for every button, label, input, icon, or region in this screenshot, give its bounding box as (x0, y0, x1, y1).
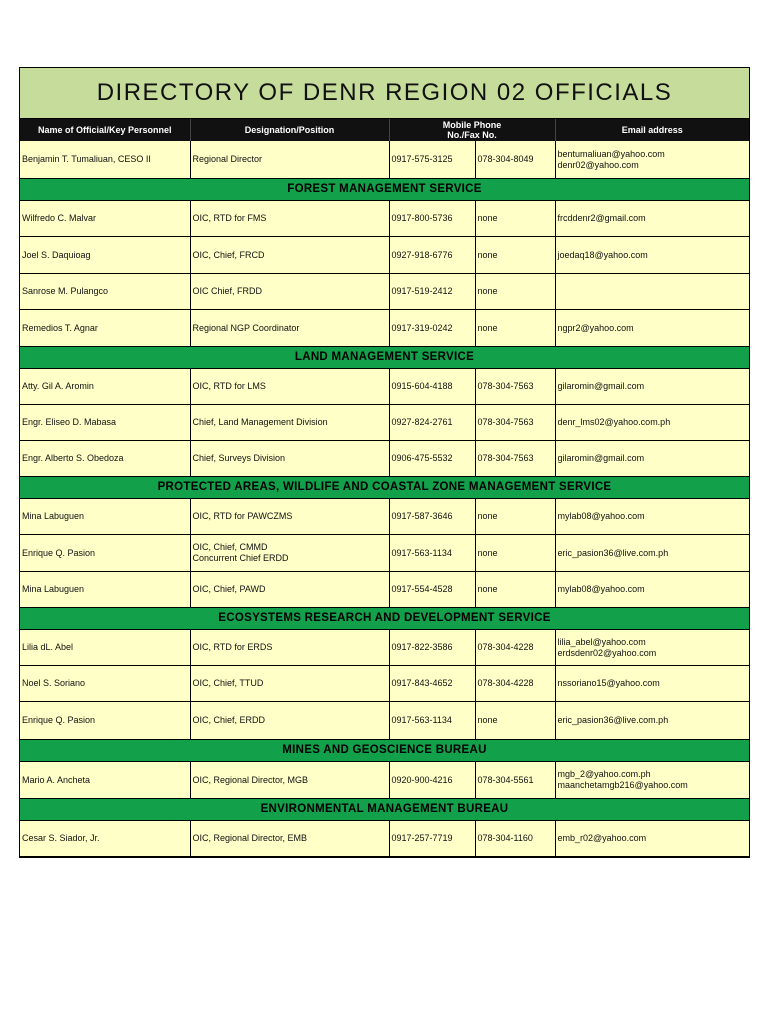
email-address[interactable]: mylab08@yahoo.com (557, 511, 645, 521)
email-cell (555, 499, 749, 535)
email-address[interactable]: eric_pasion36@live.com.ph (557, 715, 669, 725)
section-header-row (20, 740, 749, 762)
table-row (20, 141, 749, 179)
fax-number: 078-304-4228 (475, 666, 555, 702)
header-mobile-line2: No./Fax No. (447, 130, 497, 140)
section-title: MINES AND GEOSCIENCE BUREAU (20, 740, 749, 762)
table-row (20, 702, 749, 740)
fax-number: 078-304-1160 (475, 821, 555, 857)
official-name: Joel S. Daquioag (20, 237, 190, 274)
table-row (20, 762, 749, 799)
email-address-secondary[interactable]: denr02@yahoo.com (557, 159, 639, 170)
header-email: Email address (555, 119, 749, 141)
email-address-secondary[interactable]: erdsdenr02@yahoo.com (557, 647, 657, 658)
designation: OIC, RTD for FMS (192, 213, 267, 223)
email-cell (555, 702, 749, 740)
fax-number: 078-304-7563 (475, 441, 555, 477)
table-row (20, 499, 749, 535)
mobile-number: 0917-563-1134 (389, 535, 475, 572)
email-address[interactable]: joedaq18@yahoo.com (557, 249, 648, 260)
mobile-number: 0917-822-3586 (389, 630, 475, 666)
designation: OIC, RTD for PAWCZMS (192, 511, 293, 521)
fax-number: none (475, 499, 555, 535)
designation-cell (190, 441, 389, 477)
table-row (20, 666, 749, 702)
fax-number: none (475, 535, 555, 572)
official-name: Noel S. Soriano (20, 666, 190, 702)
fax-number: 078-304-7563 (475, 405, 555, 441)
fax-number: 078-304-5561 (475, 762, 555, 799)
fax-number: 078-304-8049 (475, 141, 555, 179)
designation: OIC Chief, FRDD (192, 286, 263, 296)
mobile-number: 0927-824-2761 (389, 405, 475, 441)
email-address[interactable]: denr_lms02@yahoo.com.ph (557, 417, 671, 427)
section-title: FOREST MANAGEMENT SERVICE (20, 179, 749, 201)
official-name: Enrique Q. Pasion (20, 535, 190, 572)
mobile-number: 0917-587-3646 (389, 499, 475, 535)
official-name: Mario A. Ancheta (20, 762, 190, 799)
official-name: Engr. Eliseo D. Mabasa (20, 405, 190, 441)
designation-cell (190, 369, 389, 405)
fax-number: none (475, 572, 555, 608)
designation: OIC, Chief, TTUD (192, 678, 264, 688)
header-mobile-line1: Mobile Phone (442, 120, 502, 130)
official-name: Mina Labuguen (20, 572, 190, 608)
table-row (20, 310, 749, 347)
designation: OIC, RTD for ERDS (192, 642, 273, 652)
official-name: Cesar S. Siador, Jr. (20, 821, 190, 857)
fax-number: none (475, 310, 555, 347)
email-cell (555, 141, 749, 179)
email-cell (555, 405, 749, 441)
official-name: Atty. Gil A. Aromin (20, 369, 190, 405)
official-name: Sanrose M. Pulangco (20, 274, 190, 310)
email-address[interactable]: mgb_2@yahoo.com.ph (557, 769, 651, 779)
designation-cell (190, 201, 389, 237)
email-address[interactable]: gilaromin@gmail.com (557, 453, 645, 463)
email-address[interactable]: bentumaliuan@yahoo.com (557, 148, 665, 159)
designation-cell (190, 762, 389, 799)
section-title: LAND MANAGEMENT SERVICE (20, 347, 749, 369)
email-address-secondary[interactable]: maanchetamgb216@yahoo.com (557, 780, 688, 790)
email-cell (555, 310, 749, 347)
section-title: ENVIRONMENTAL MANAGEMENT BUREAU (20, 799, 749, 821)
fax-number: none (475, 201, 555, 237)
designation: OIC, Chief, CMMD (192, 542, 268, 552)
official-name: Benjamin T. Tumaliuan, CESO II (20, 141, 190, 179)
official-name: Remedios T. Agnar (20, 310, 190, 347)
designation: OIC, Chief, ERDD (192, 715, 266, 725)
mobile-number: 0906-475-5532 (389, 441, 475, 477)
email-cell (555, 630, 749, 666)
designation: OIC, Regional Director, EMB (192, 833, 308, 843)
table-row (20, 201, 749, 237)
mobile-number: 0917-575-3125 (389, 141, 475, 179)
section-header-row (20, 347, 749, 369)
page-title: DIRECTORY OF DENR REGION 02 OFFICIALS (20, 68, 749, 119)
mobile-number: 0917-843-4652 (389, 666, 475, 702)
table-row (20, 630, 749, 666)
designation-cell (190, 405, 389, 441)
table-row (20, 535, 749, 572)
email-cell (555, 201, 749, 237)
designation: OIC, RTD for LMS (192, 381, 266, 391)
directory-table (20, 119, 749, 857)
designation-cell (190, 702, 389, 740)
designation-cell (190, 310, 389, 347)
designation-cell (190, 499, 389, 535)
designation-secondary: Concurrent Chief ERDD (192, 553, 289, 563)
email-address[interactable]: mylab08@yahoo.com (557, 584, 645, 594)
mobile-number: 0917-319-0242 (389, 310, 475, 347)
designation: Chief, Land Management Division (192, 417, 328, 427)
mobile-number: 0927-918-6776 (389, 237, 475, 274)
table-row (20, 237, 749, 274)
official-name: Mina Labuguen (20, 499, 190, 535)
designation: Regional Director (190, 141, 389, 179)
designation: OIC, Regional Director, MGB (192, 774, 309, 785)
designation: OIC, Chief, PAWD (192, 584, 266, 594)
table-row (20, 441, 749, 477)
email-cell (555, 274, 749, 310)
table-row (20, 405, 749, 441)
section-title: ECOSYSTEMS RESEARCH AND DEVELOPMENT SERVICE (20, 608, 749, 630)
email-cell (555, 535, 749, 572)
designation-cell (190, 666, 389, 702)
email-cell (555, 369, 749, 405)
designation-cell (190, 572, 389, 608)
official-name: Enrique Q. Pasion (20, 702, 190, 740)
designation-cell (190, 535, 389, 572)
email-cell (555, 441, 749, 477)
email-address[interactable]: eric_pasion36@live.com.ph (557, 547, 669, 558)
designation-cell (190, 630, 389, 666)
table-row (20, 274, 749, 310)
header-mobile (389, 119, 555, 141)
mobile-number: 0917-519-2412 (389, 274, 475, 310)
email-address[interactable]: gilaromin@gmail.com (557, 381, 645, 391)
mobile-number: 0917-257-7719 (389, 821, 475, 857)
section-header-row (20, 179, 749, 201)
official-name: Lilia dL. Abel (20, 630, 190, 666)
email-cell (555, 237, 749, 274)
designation-cell (190, 821, 389, 857)
header-designation: Designation/Position (190, 119, 389, 141)
section-header-row (20, 477, 749, 499)
email-cell (555, 572, 749, 608)
email-address[interactable]: nssoriano15@yahoo.com (557, 678, 660, 688)
fax-number: none (475, 237, 555, 274)
table-row (20, 821, 749, 857)
email-cell (555, 821, 749, 857)
mobile-number: 0917-563-1134 (389, 702, 475, 740)
designation: Regional NGP Coordinator (192, 322, 300, 333)
table-row (20, 572, 749, 608)
header-row (20, 119, 749, 141)
designation-cell (190, 274, 389, 310)
email-address[interactable]: ngpr2@yahoo.com (557, 322, 634, 333)
mobile-number: 0915-604-4188 (389, 369, 475, 405)
designation: Chief, Surveys Division (192, 453, 286, 463)
mobile-number: 0917-800-5736 (389, 201, 475, 237)
section-header-row (20, 608, 749, 630)
mobile-number: 0917-554-4528 (389, 572, 475, 608)
official-name: Wilfredo C. Malvar (20, 201, 190, 237)
fax-number: none (475, 702, 555, 740)
section-header-row (20, 799, 749, 821)
email-address[interactable]: emb_r02@yahoo.com (557, 833, 647, 843)
mobile-number: 0920-900-4216 (389, 762, 475, 799)
email-address[interactable]: frcddenr2@gmail.com (557, 213, 646, 223)
email-cell (555, 762, 749, 799)
designation: OIC, Chief, FRCD (192, 249, 265, 260)
header-name: Name of Official/Key Personnel (20, 119, 190, 141)
official-name: Engr. Alberto S. Obedoza (20, 441, 190, 477)
fax-number: none (475, 274, 555, 310)
email-address[interactable]: lilia_abel@yahoo.com (557, 636, 646, 647)
fax-number: 078-304-4228 (475, 630, 555, 666)
email-cell (555, 666, 749, 702)
table-row (20, 369, 749, 405)
designation-cell (190, 237, 389, 274)
section-title: PROTECTED AREAS, WILDLIFE AND COASTAL ZONE MANAGEMENT SERVICE (20, 477, 749, 499)
fax-number: 078-304-7563 (475, 369, 555, 405)
directory-sheet (19, 67, 750, 858)
